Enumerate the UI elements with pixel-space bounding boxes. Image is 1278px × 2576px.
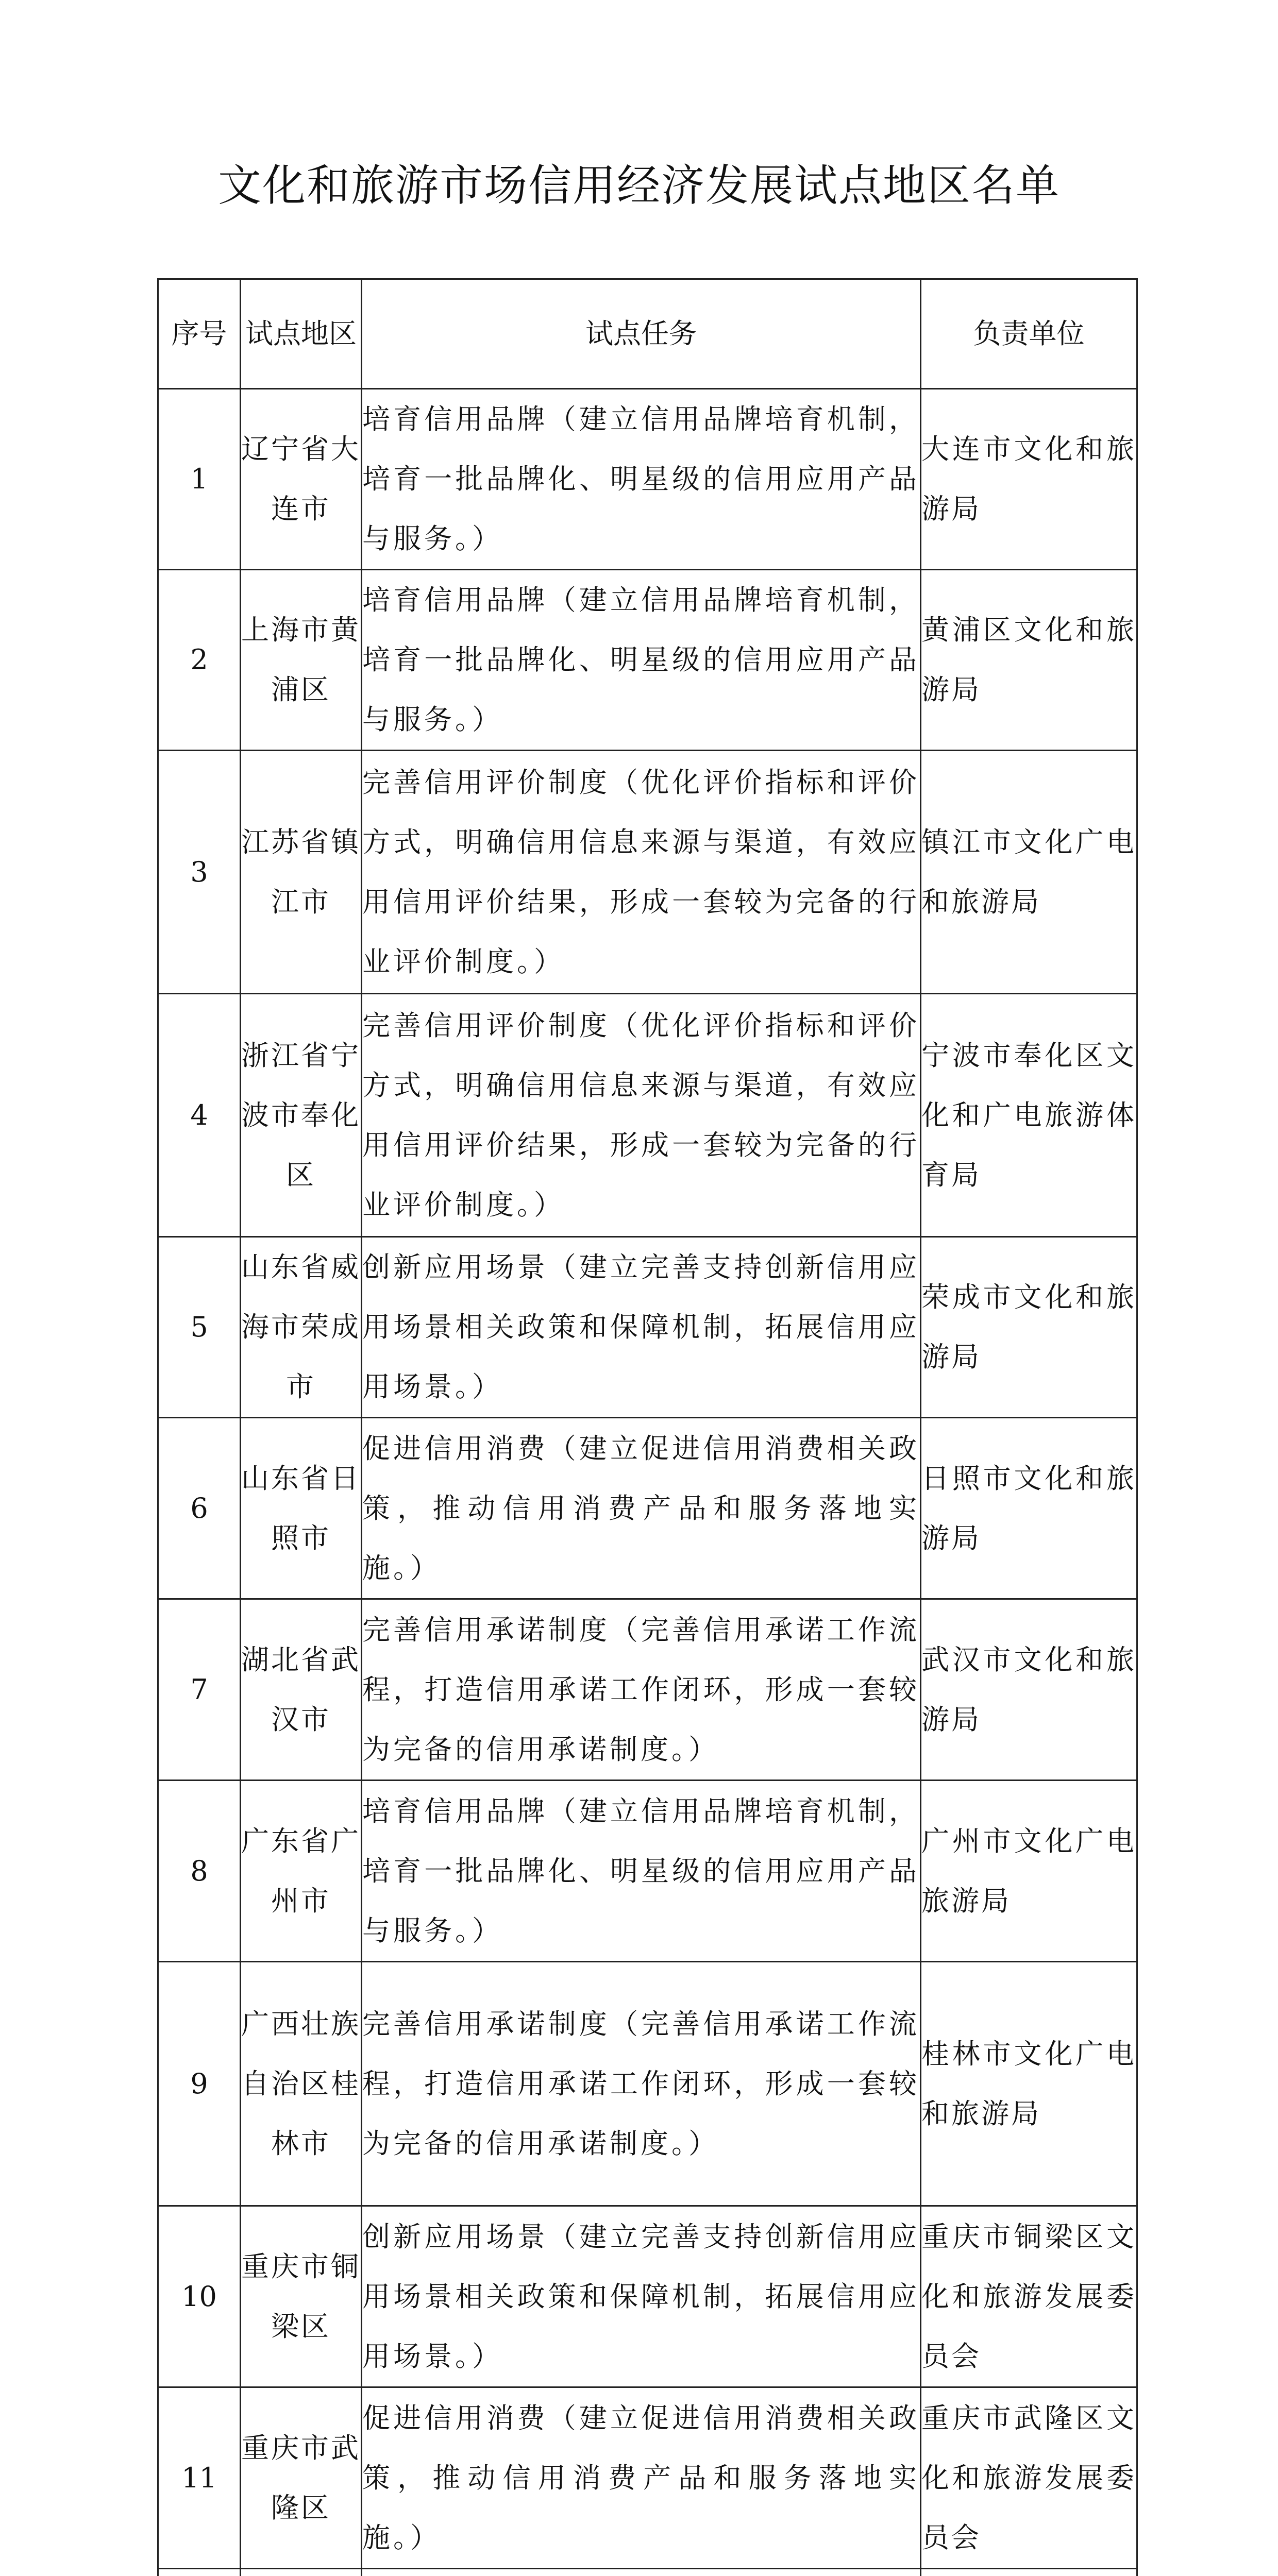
table-row [158,1962,1137,2206]
row-unit: 武汉市文化和旅游局 [921,1599,1137,1781]
row-num: 9 [158,1962,241,2206]
table-row [158,2569,1137,2576]
row-region: 湖北省武汉市 [241,1599,362,1781]
row-region: 浙江省宁波市奉化区 [241,994,362,1237]
row-unit: 重庆市武隆区文化和旅游发展委员会 [921,2387,1137,2569]
row-task: 完善信用评价制度（优化评价指标和评价方式，明确信用信息来源与渠道，有效应用信用评价结果，形成一套较为完备的行业评价制度。） [362,751,921,994]
row-num [158,2569,241,2576]
table-row [158,1599,1137,1781]
row-unit: 大连市文化和旅游局 [921,389,1137,570]
row-region: 辽宁省大连市 [241,389,362,570]
table-row [158,1781,1137,1962]
row-task: 培育信用品牌（建立信用品牌培育机制，培育一批品牌化、明星级的信用应用产品与服务。） [362,389,921,570]
row-region: 重庆市武隆区 [241,2387,362,2569]
table-row [158,1237,1137,1418]
row-num: 8 [158,1781,241,1962]
row-task: 完善信用承诺制度（完善信用承诺工作流程，打造信用承诺工作闭环，形成一套较为完备的信用承诺制度。） [362,1962,921,2206]
table-header-row [158,279,1137,389]
row-task: 培育信用品牌（建立信用品牌培育机制，培育一批品牌化、明星级的信用应用产品与服务。） [362,570,921,751]
row-region [241,2569,362,2576]
row-num: 3 [158,751,241,994]
row-num: 2 [158,570,241,751]
row-region: 山东省威海市荣成市 [241,1237,362,1418]
page-title: 文化和旅游市场信用经济发展试点地区名单 [217,160,1060,211]
row-task: 促进信用消费（建立促进信用消费相关政策，推动信用消费产品和服务落地实施。） [362,1418,921,1599]
row-unit: 重庆市铜梁区文化和旅游发展委员会 [921,2206,1137,2387]
row-num: 7 [158,1599,241,1781]
row-num: 11 [158,2387,241,2569]
row-num: 5 [158,1237,241,1418]
row-unit: 黄浦区文化和旅游局 [921,570,1137,751]
row-task: 培育信用品牌（建立信用品牌培育机制，培育一批品牌化、明星级的信用应用产品与服务。） [362,1781,921,1962]
row-region: 江苏省镇江市 [241,751,362,994]
table-row [158,751,1137,994]
row-unit: 日照市文化和旅游局 [921,1418,1137,1599]
row-num: 1 [158,389,241,570]
header-unit: 负责单位 [921,279,1137,389]
header-region: 试点地区 [241,279,362,389]
row-unit: 宁波市奉化区文化和广电旅游体育局 [921,994,1137,1237]
row-unit: 镇江市文化广电和旅游局 [921,751,1137,994]
row-task: 促进信用消费（建立促进信用消费相关政策，推动信用消费产品和服务落地实施。） [362,2387,921,2569]
row-unit [921,2569,1137,2576]
row-region: 上海市黄浦区 [241,570,362,751]
table-row [158,389,1137,570]
row-region: 山东省日照市 [241,1418,362,1599]
row-task: 完善信用承诺制度（完善信用承诺工作流程，打造信用承诺工作闭环，形成一套较为完备的信用承诺制度。） [362,1599,921,1781]
row-num: 6 [158,1418,241,1599]
row-unit: 桂林市文化广电和旅游局 [921,1962,1137,2206]
row-num: 4 [158,994,241,1237]
row-task [362,2569,921,2576]
header-num: 序号 [158,279,241,389]
pilot-regions-table [157,278,1138,2576]
row-task: 创新应用场景（建立完善支持创新信用应用场景相关政策和保障机制，拓展信用应用场景。） [362,1237,921,1418]
table-row [158,570,1137,751]
row-region: 广东省广州市 [241,1781,362,1962]
header-task: 试点任务 [362,279,921,389]
table-row [158,994,1137,1237]
table-row [158,2387,1137,2569]
row-unit: 广州市文化广电旅游局 [921,1781,1137,1962]
row-unit: 荣成市文化和旅游局 [921,1237,1137,1418]
row-task: 创新应用场景（建立完善支持创新信用应用场景相关政策和保障机制，拓展信用应用场景。） [362,2206,921,2387]
row-task: 完善信用评价制度（优化评价指标和评价方式，明确信用信息来源与渠道，有效应用信用评价结果，形成一套较为完备的行业评价制度。） [362,994,921,1237]
row-num: 10 [158,2206,241,2387]
row-region: 广西壮族自治区桂林市 [241,1962,362,2206]
table-row [158,2206,1137,2387]
table-row [158,1418,1137,1599]
row-region: 重庆市铜梁区 [241,2206,362,2387]
